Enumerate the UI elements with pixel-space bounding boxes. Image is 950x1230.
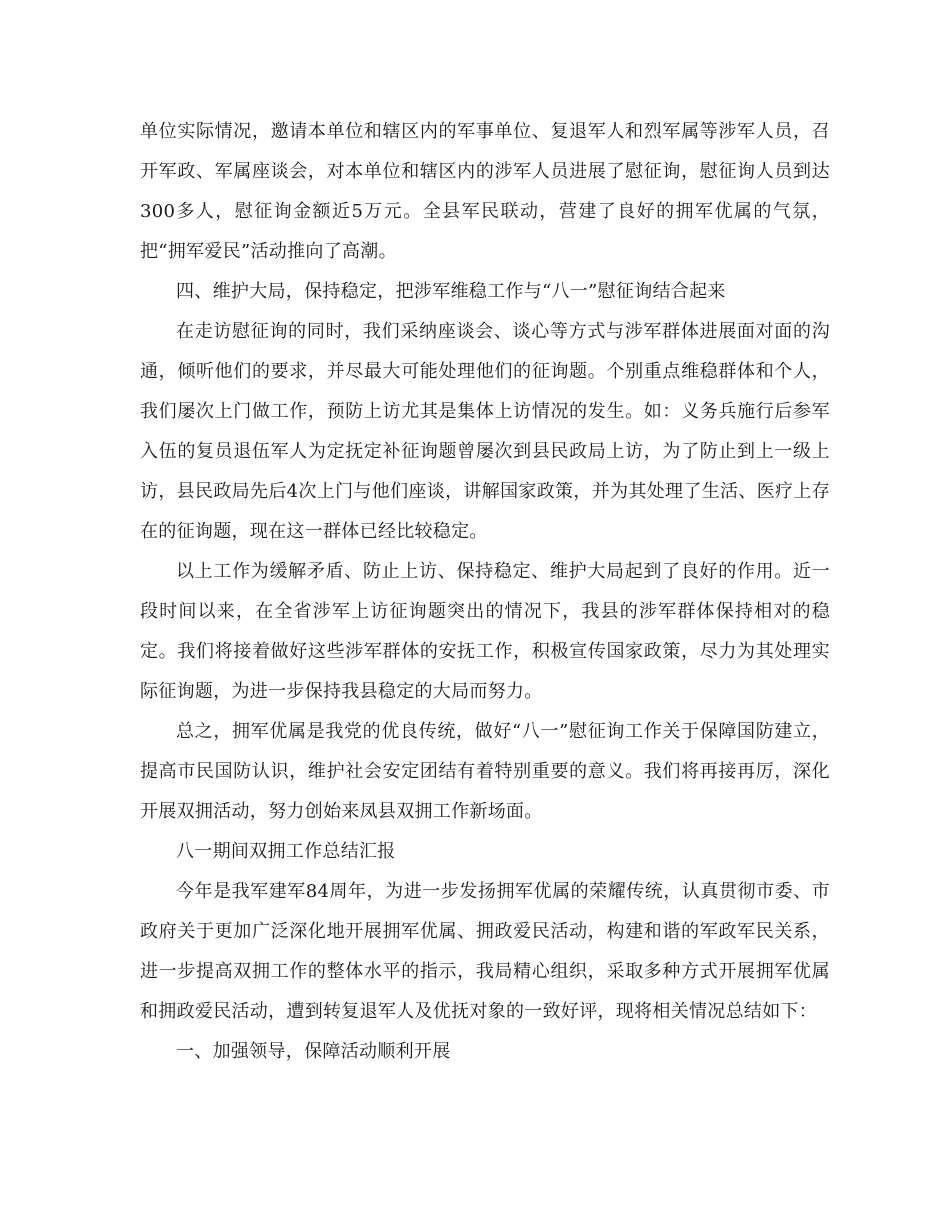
section-heading-4: 四、维护大局，保持稳定，把涉军维稳工作与“八一”慰征询结合起来 xyxy=(176,281,726,302)
paragraph-3: 以上工作为缓解矛盾、防止上访、保持稳定、维护大局起到了良好的作用。近一段时间以来，在全省涉军上访征询题突出的情况下，我县的涉军群体保持相对的稳定。我们将接着做好这些涉军群体的安抚工作，积极宣传国家政策，尽力为其处理实际征询题，为进一步保持我县稳定的大局而努力。 xyxy=(140,561,830,702)
paragraph-1: 单位实际情况，邀请本单位和辖区内的军事单位、复退军人和烈军属等涉军人员，召开军政、军属座谈会，对本单位和辖区内的涉军人员进展了慰征询，慰征询人员到达300多人，慰征询金额近5万元。全县军民联动，营建了良好的拥军优属的气氛，把“拥军爱民”活动推向了高潮。 xyxy=(140,121,830,262)
document-title: 八一期间双拥工作总结汇报 xyxy=(176,841,396,862)
document-body xyxy=(140,112,830,1072)
paragraph-4: 总之，拥军优属是我党的优良传统，做好“八一”慰征询工作关于保障国防建立，提高市民国防认识，维护社会安定团结有着特别重要的意义。我们将再接再厉，深化开展双拥活动，努力创始来凤县双拥工作新场面。 xyxy=(140,721,830,822)
paragraph-5: 今年是我军建军84周年，为进一步发扬拥军优属的荣耀传统，认真贯彻市委、市政府关于更加广泛深化地开展拥军优属、拥政爱民活动，构建和谐的军政军民关系，进一步提高双拥工作的整体水平的指示，我局精心组织，采取多种方式开展拥军优属和拥政爱民活动，遭到转复退军人及优抚对象的一致好评，现将相关情况总结如下： xyxy=(140,881,830,1022)
section-heading-1: 一、加强领导，保障活动顺利开展 xyxy=(176,1041,451,1062)
paragraph-2: 在走访慰征询的同时，我们采纳座谈会、谈心等方式与涉军群体进展面对面的沟通，倾听他们的要求，并尽最大可能处理他们的征询题。个别重点维稳群体和个人，我们屡次上门做工作，预防上访尤其是集体上访情况的发生。如：义务兵施行后参军入伍的复员退伍军人为定抚定补征询题曾屡次到县民政局上访，为了防止到上一级上访，县民政局先后4次上门与他们座谈，讲解国家政策，并为其处理了生活、医疗上存在的征询题，现在这一群体已经比较稳定。 xyxy=(140,321,830,542)
